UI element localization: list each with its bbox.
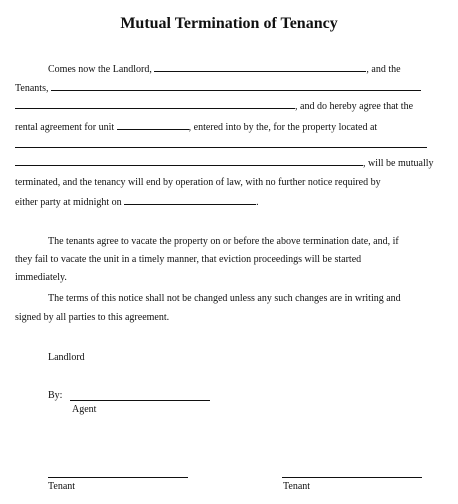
- agent-label: Agent: [72, 404, 97, 415]
- tenants-name-blank-2[interactable]: [15, 98, 295, 109]
- termination-text: terminated, and the tenancy will end by operation of law, with no further notice required by: [15, 177, 381, 188]
- address-line-1: [15, 137, 445, 153]
- unit-line-tail: , entered into by the, for the property located at: [188, 122, 378, 133]
- vacate-line-1: [48, 235, 448, 249]
- address-line-2: [15, 155, 445, 171]
- terms-text-2: signed by all parties to this agreement.: [15, 312, 170, 323]
- unit-label: rental agreement for unit: [15, 122, 115, 133]
- tenants-line: [15, 80, 445, 96]
- vacate-line-2: [15, 253, 445, 267]
- date-label: either party at midnight on: [15, 197, 122, 208]
- address-line-tail: , will be mutually: [363, 158, 434, 169]
- landlord-name-blank[interactable]: [154, 61, 366, 72]
- tenants-label: Tenants,: [15, 83, 49, 94]
- tenant-1-label: Tenant: [48, 481, 76, 492]
- tenants-continued-line: [15, 98, 445, 114]
- termination-date-blank[interactable]: [124, 194, 256, 205]
- date-line-tail: .: [256, 197, 259, 208]
- unit-line: [15, 119, 445, 135]
- terms-line-2: [15, 311, 445, 325]
- landlord-line-tail: , and the: [366, 64, 401, 75]
- landlord-intro-text: Comes now the Landlord,: [48, 64, 152, 75]
- tenant-2-signature-line[interactable]: [282, 477, 422, 478]
- vacate-text-1: The tenants agree to vacate the property on or before the above termination date, and, if: [48, 236, 399, 247]
- termination-text-line: [15, 176, 445, 190]
- vacate-text-2: they fail to vacate the unit in a timely manner, that eviction proceedings will be started: [15, 254, 362, 265]
- tenants-name-blank-1[interactable]: [51, 80, 421, 91]
- tenant-2-label: Tenant: [283, 481, 311, 492]
- vacate-text-3: immediately.: [15, 272, 67, 283]
- property-address-blank-2[interactable]: [15, 155, 363, 166]
- property-address-blank-1[interactable]: [15, 137, 427, 148]
- agent-signature-line[interactable]: [70, 400, 210, 401]
- tenants-line-tail: , and do hereby agree that the: [295, 101, 414, 112]
- vacate-line-3: [15, 271, 445, 285]
- document-title: Mutual Termination of Tenancy: [120, 15, 338, 32]
- landlord-label: Landlord: [48, 352, 85, 363]
- tenant-1-signature-line[interactable]: [48, 477, 188, 478]
- terms-text-1: The terms of this notice shall not be changed unless any such changes are in writing and: [48, 293, 401, 304]
- landlord-line: [48, 61, 448, 77]
- unit-number-blank[interactable]: [117, 119, 189, 130]
- terms-line-1: [48, 292, 448, 306]
- by-label: By:: [48, 390, 63, 401]
- date-line: [15, 194, 445, 210]
